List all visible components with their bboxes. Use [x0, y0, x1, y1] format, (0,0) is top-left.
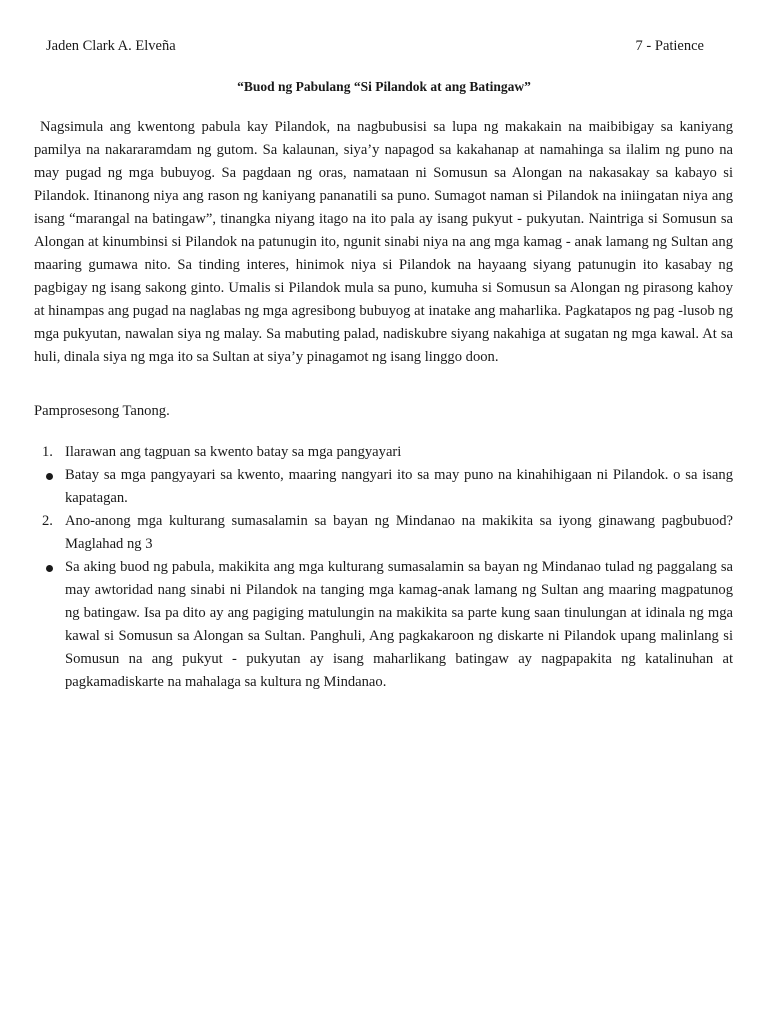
answer-item	[34, 464, 733, 510]
student-name: Jaden Clark A. Elveña	[46, 38, 176, 54]
question-item	[34, 441, 733, 464]
question-number: 2.	[42, 513, 53, 529]
bullet-icon	[46, 473, 53, 480]
question-text: Ilarawan ang tagpuan sa kwento batay sa mga pangyayari	[65, 444, 402, 460]
bullet-icon	[46, 565, 53, 572]
question-number: 1.	[42, 444, 53, 460]
document-header	[46, 38, 704, 55]
summary-paragraph: Nagsimula ang kwentong pabula kay Pilandok, na nagbubusisi sa lupa ng makakain na maibibigay sa kaniyang pamilya na nakararamdam ng gutom. Sa kalaunan, siya’y napagod sa kakahanap at namahinga sa ilalim ng puno na may pugad ng mga bubuyog. Sa pagdaan ng oras, namataan ni Somusun sa Alongan na nakasakay sa kabayo si Pilandok. Itinanong niya ang rason ng kaniyang pananatili sa puno. Sumagot naman si Pilandok na iniingatan niya ang isang “marangal na batingaw”, tinangka niyang itago na ito pala ay isang pukyut - pukyutan. Naintriga si Somusun sa Alongan at kinumbinsi si Pilandok na patunugin ito, ngunit sinabi niya na ang mga kamag - anak lamang ng Sultan ang maaring gumawa nito. Sa tinding interes, hinimok niya si Pilandok na hayaang siyang patunugin ito kasabay ng pagbigay ng isang sakong ginto. Umalis si Pilandok mula sa puno, kumuha si Somusun sa Alongan ng pirasong kahoy at hinampas ang pugad na naglabas ng mga agresibong bubuyog at inatake ang maharlika. Pagkatapos ng pag -lusob ng mga pukyutan, nawalan siya ng malay. Sa mabuting palad, nadiskubre siyang nakahiga at sugatan ng mga kawal. At sa huli, dinala siya ng mga ito sa Sultan at siya’y pinagamot ng isang linggo doon.	[34, 119, 733, 365]
question-item	[34, 510, 733, 556]
answer-text: Batay sa mga pangyayari sa kwento, maaring nangyari ito sa may puno na kinahihigaan ni Pilandok. o sa isang kapatagan.	[65, 467, 733, 506]
question-answer-list	[34, 441, 733, 694]
questions-heading: Pamprosesong Tanong.	[34, 403, 170, 419]
answer-item	[34, 556, 733, 694]
answer-text: Sa aking buod ng pabula, makikita ang mga kulturang sumasalamin sa bayan ng Mindanao tulad ng paggalang sa may awtoridad nang sinabi ni Pilandok na tanging mga kamag-anak lamang ng Sultan ang maaring magpatunog ng batingaw. Isa pa dito ay ang pagiging matulungin na makikita sa parte kung saan tinulungan at idinala ng mga kawal si Somusun sa Alongan sa Sultan. Panghuli, Ang pagkakaroon ng diskarte ni Pilandok upang malinlang si Somusun na ang pukyut - pukyutan ay isang maharlikang batingaw ay nagpapakita ng katalinuhan at pagkamadiskarte na mahalaga sa kultura ng Mindanao.	[65, 559, 733, 690]
class-section: 7 - Patience	[635, 38, 704, 54]
question-text: Ano-anong mga kulturang sumasalamin sa bayan ng Mindanao na makikita sa iyong ginawang pagbubuod? Maglahad ng 3	[65, 513, 733, 552]
document-title: “Buod ng Pabulang “Si Pilandok at ang Batingaw”	[237, 79, 531, 94]
